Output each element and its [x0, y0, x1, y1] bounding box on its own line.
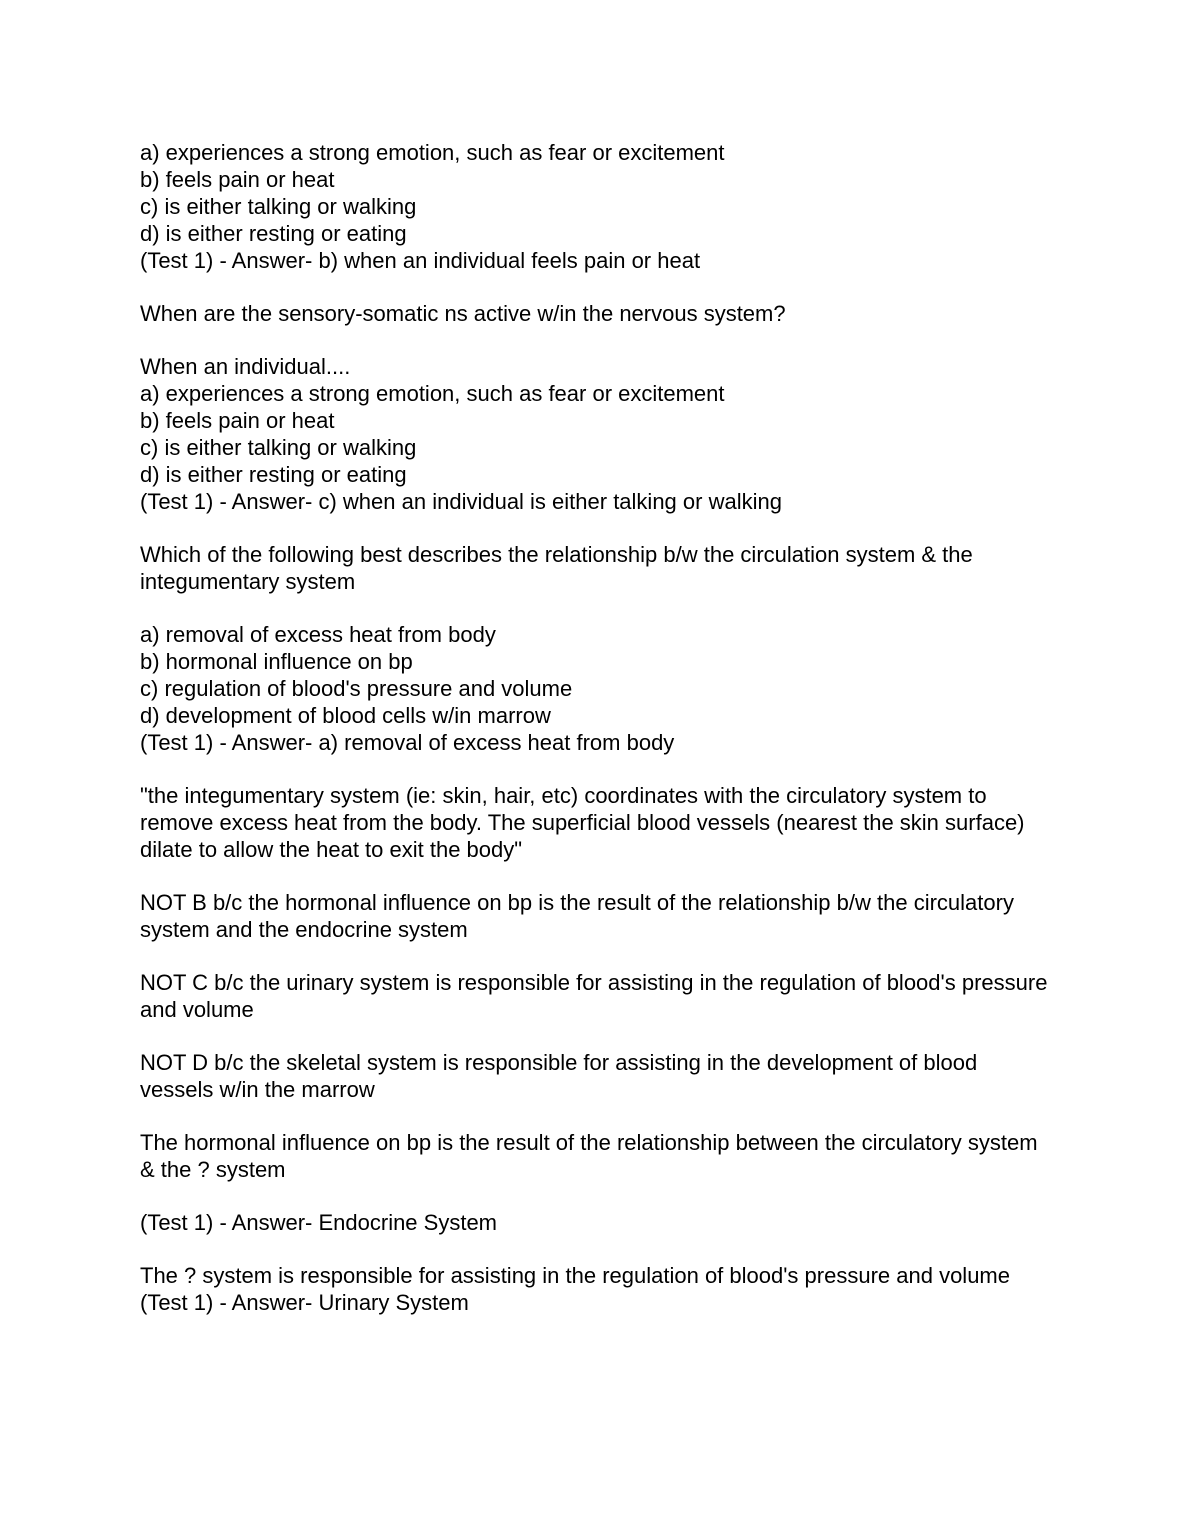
explanation-text: "the integumentary system (ie: skin, hair, etc) coordinates with the circulatory system to remove excess heat from the body. The superficial blood vessels (nearest the skin surface) dilate to allow the heat to exit the body" — [140, 783, 1025, 862]
question-stem: When an individual.... — [140, 354, 351, 379]
option-d: d) development of blood cells w/in marrow — [140, 703, 551, 728]
question-5 — [140, 1262, 1050, 1316]
option-b: b) hormonal influence on bp — [140, 649, 413, 674]
option-c: c) regulation of blood's pressure and volume — [140, 676, 573, 701]
question-text: The ? system is responsible for assisting in the regulation of blood's pressure and volume — [140, 1263, 1010, 1288]
question-4-prompt — [140, 1129, 1050, 1183]
question-3-body — [140, 621, 1050, 756]
answer-line: (Test 1) - Answer- c) when an individual is either talking or walking — [140, 489, 782, 514]
answer-line: (Test 1) - Answer- Endocrine System — [140, 1210, 498, 1235]
not-c-text: NOT C b/c the urinary system is responsible for assisting in the regulation of blood's pressure and volume — [140, 970, 1048, 1022]
answer-line: (Test 1) - Answer- b) when an individual feels pain or heat — [140, 248, 701, 273]
not-b-text: NOT B b/c the hormonal influence on bp is the result of the relationship b/w the circulatory system and the endocrine system — [140, 890, 1014, 942]
question-2-prompt — [140, 300, 1050, 327]
not-d-note — [140, 1049, 1050, 1103]
option-c: c) is either talking or walking — [140, 194, 417, 219]
not-d-text: NOT D b/c the skeletal system is responsible for assisting in the development of blood vessels w/in the marrow — [140, 1050, 978, 1102]
option-a: a) experiences a strong emotion, such as fear or excitement — [140, 381, 725, 406]
question-3-prompt — [140, 541, 1050, 595]
question-text: The hormonal influence on bp is the result of the relationship between the circulatory system & the ? system — [140, 1130, 1038, 1182]
not-c-note — [140, 969, 1050, 1023]
document-page — [140, 139, 1050, 1342]
question-4-answer — [140, 1209, 1050, 1236]
option-d: d) is either resting or eating — [140, 221, 407, 246]
answer-line: (Test 1) - Answer- Urinary System — [140, 1290, 469, 1315]
question-text: When are the sensory-somatic ns active w/in the nervous system? — [140, 301, 786, 326]
option-a: a) removal of excess heat from body — [140, 622, 496, 647]
explanation-quote — [140, 782, 1050, 863]
question-text: Which of the following best describes the relationship b/w the circulation system & the integumentary system — [140, 542, 973, 594]
question-2-body — [140, 353, 1050, 515]
option-d: d) is either resting or eating — [140, 462, 407, 487]
option-b: b) feels pain or heat — [140, 408, 335, 433]
option-b: b) feels pain or heat — [140, 167, 335, 192]
option-c: c) is either talking or walking — [140, 435, 417, 460]
question-1-tail — [140, 139, 1050, 274]
answer-line: (Test 1) - Answer- a) removal of excess heat from body — [140, 730, 675, 755]
option-a: a) experiences a strong emotion, such as fear or excitement — [140, 140, 725, 165]
not-b-note — [140, 889, 1050, 943]
